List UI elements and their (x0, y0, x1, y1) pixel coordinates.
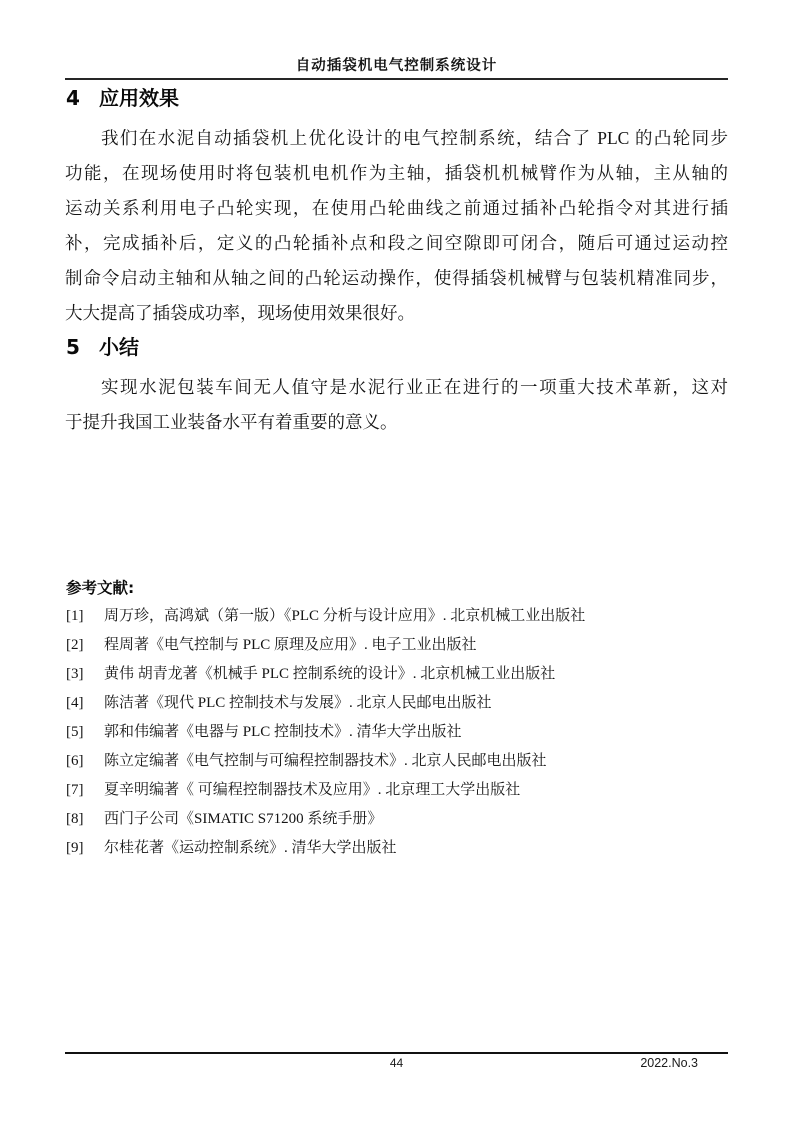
reference-label: [6] (66, 753, 84, 769)
reference-text: 黄伟 胡青龙著《机械手 PLC 控制系统的设计》. 北京机械工业出版社 (104, 666, 556, 682)
page-number: 44 (389, 1056, 404, 1070)
reference-label: [2] (66, 637, 84, 653)
reference-label: [5] (66, 724, 84, 740)
reference-item (66, 834, 733, 863)
issue-label: 2022.No.3 (640, 1056, 698, 1070)
references-heading: 参考文献: (66, 579, 135, 597)
paragraph-line: 大大提高了插袋成功率，现场使用效果很好。 (65, 303, 415, 323)
reference-text: 夏辛明编著《 可编程控制器技术及应用》. 北京理工大学出版社 (104, 782, 521, 798)
reference-item (66, 747, 733, 776)
reference-item (66, 689, 733, 718)
running-header-title: 自动插袋机电气控制系统设计 (295, 58, 498, 74)
reference-item (66, 602, 733, 631)
paragraph-line: 运动关系利用电子凸轮实现，在使用凸轮曲线之前通过插补凸轮指令对其进行插 (65, 198, 728, 218)
reference-label: [8] (66, 811, 84, 827)
reference-item (66, 718, 733, 747)
paragraph-line: 制命令启动主轴和从轴之间的凸轮运动操作，使得插袋机械臂与包装机精准同步， (65, 268, 728, 288)
reference-text: 程周著《电气控制与 PLC 原理及应用》. 电子工业出版社 (104, 637, 477, 653)
header-rule (65, 78, 728, 80)
reference-text: 陈立定编著《电气控制与可编程控制器技术》. 北京人民邮电出版社 (104, 753, 547, 769)
reference-label: [9] (66, 840, 84, 856)
section-heading-5 (66, 335, 139, 360)
references-list (66, 602, 733, 863)
reference-text: 尔桂花著《运动控制系统》. 清华大学出版社 (104, 840, 397, 856)
footer-rule (65, 1052, 728, 1054)
reference-label: [7] (66, 782, 84, 798)
paragraph-line: 我们在水泥自动插袋机上优化设计的电气控制系统，结合了 PLC 的凸轮同步 (101, 128, 728, 148)
reference-text: 西门子公司《SIMATIC S71200 系统手册》 (104, 811, 383, 827)
reference-item (66, 631, 733, 660)
reference-label: [1] (66, 608, 84, 624)
reference-item (66, 776, 733, 805)
reference-label: [3] (66, 666, 84, 682)
section-5-paragraph (65, 370, 728, 440)
reference-text: 郭和伟编著《电器与 PLC 控制技术》. 清华大学出版社 (104, 724, 462, 740)
reference-label: [4] (66, 695, 84, 711)
section-4-paragraph (65, 121, 728, 331)
paragraph-line: 实现水泥包装车间无人值守是水泥行业正在进行的一项重大技术革新，这对 (101, 377, 728, 397)
section-title: 小结 (99, 335, 139, 359)
section-number: 5 (66, 335, 80, 359)
reference-text: 周万珍，高鸿斌（第一版）《PLC 分析与设计应用》. 北京机械工业出版社 (104, 608, 586, 624)
paragraph-line: 补，完成插补后，定义的凸轮插补点和段之间空隙即可闭合，随后可通过运动控 (65, 233, 728, 253)
paragraph-line: 功能，在现场使用时将包装机电机作为主轴，插袋机机械臂作为从轴，主从轴的 (65, 163, 728, 183)
reference-item (66, 805, 733, 834)
section-heading-4 (66, 86, 179, 111)
section-number: 4 (66, 86, 80, 110)
reference-item (66, 660, 733, 689)
paragraph-line: 于提升我国工业装备水平有着重要的意义。 (65, 412, 398, 432)
reference-text: 陈洁著《现代 PLC 控制技术与发展》. 北京人民邮电出版社 (104, 695, 492, 711)
section-title: 应用效果 (99, 86, 179, 110)
